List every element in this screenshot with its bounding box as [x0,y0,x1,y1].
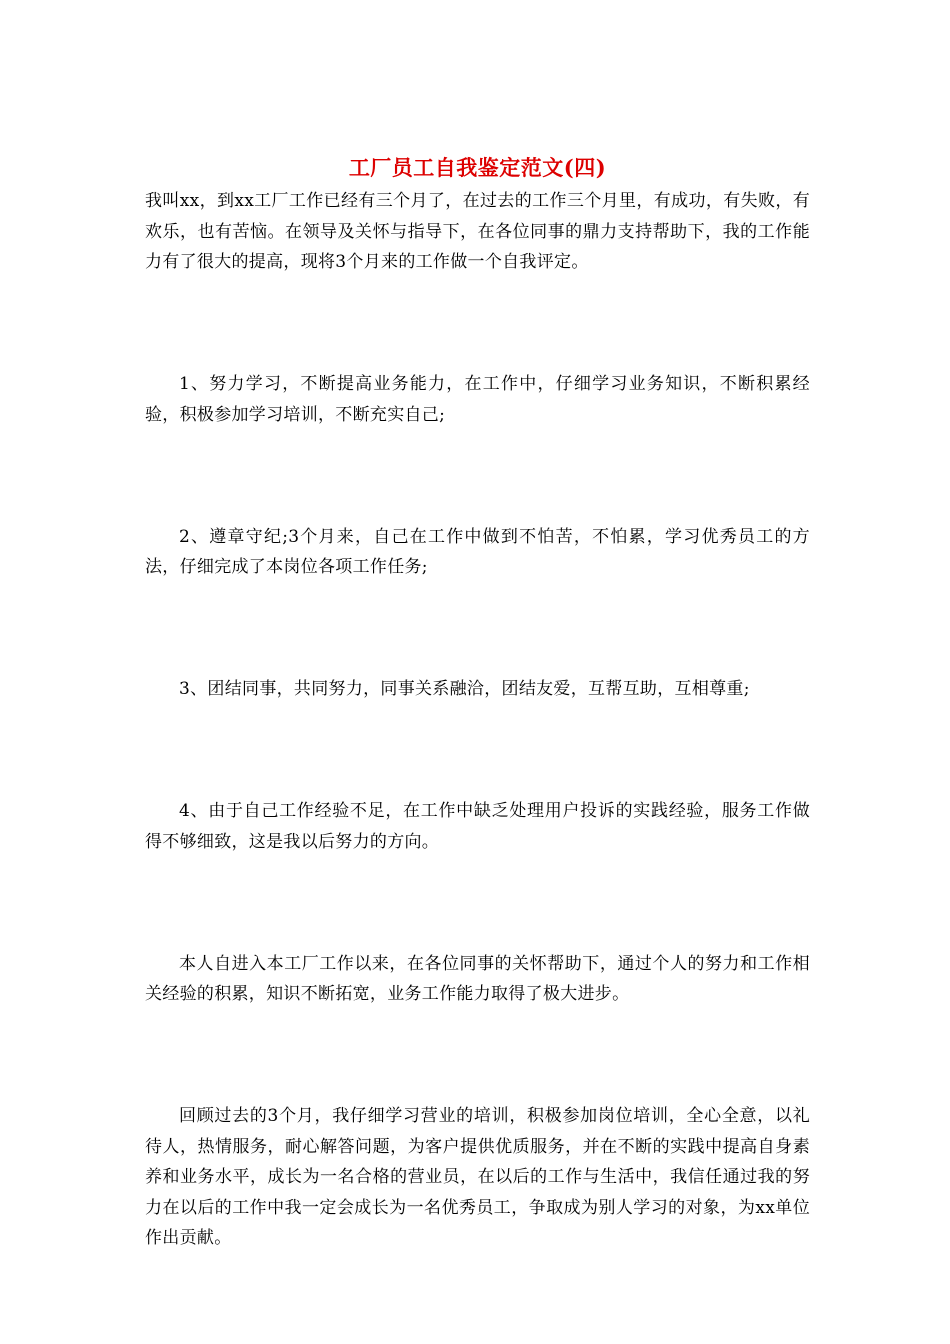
paragraph-spacer [145,705,810,797]
paragraph-point-1: 1、努力学习，不断提高业务能力，在工作中，仔细学习业务知识，不断积累经验，积极参加学习培训，不断充实自己; [145,374,810,425]
paragraph-review: 回顾过去的3个月，我仔细学习营业的培训，积极参加岗位培训，全心全意，以礼待人，热情服务，耐心解答问题，为客户提供优质服务，并在不断的实践中提高自身素养和业务水平，成长为一名合格的营业员，在以后的工作与生活中，我信任通过我的努力在以后的工作中我一定会成长为一名优秀员工，争取成为别人学习的对象，为xx单位作出贡献。 [145,1106,810,1248]
paragraph-point-3: 3、团结同事，共同努力，同事关系融洽，团结友爱，互帮互助，互相尊重; [179,679,750,699]
paragraph-spacer [145,430,810,522]
paragraph-spacer [145,857,810,949]
document-page [145,150,810,1254]
paragraph-summary: 本人自进入本工厂工作以来，在各位同事的关怀帮助下，通过个人的努力和工作相关经验的积累，知识不断拓宽，业务工作能力取得了极大进步。 [145,953,810,1004]
paragraph-point-4: 4、由于自己工作经验不足，在工作中缺乏处理用户投诉的实践经验，服务工作做得不够细致，这是我以后努力的方向。 [145,801,810,852]
paragraph-point-2: 2、遵章守纪;3个月来，自己在工作中做到不怕苦，不怕累，学习优秀员工的方法，仔细完成了本岗位各项工作任务; [145,526,810,577]
paragraph-intro: 我叫xx，到xx工厂工作已经有三个月了，在过去的工作三个月里，有成功，有失败，有欢乐，也有苦恼。在领导及关怀与指导下，在各位同事的鼎力支持帮助下，我的工作能力有了很大的提高，现将3个月来的工作做一个自我评定。 [145,191,810,272]
paragraph-spacer [145,1010,810,1102]
paragraph-spacer [145,583,810,675]
paragraph-spacer [145,278,810,370]
document-title: 工厂员工自我鉴定范文(四) [348,155,607,180]
